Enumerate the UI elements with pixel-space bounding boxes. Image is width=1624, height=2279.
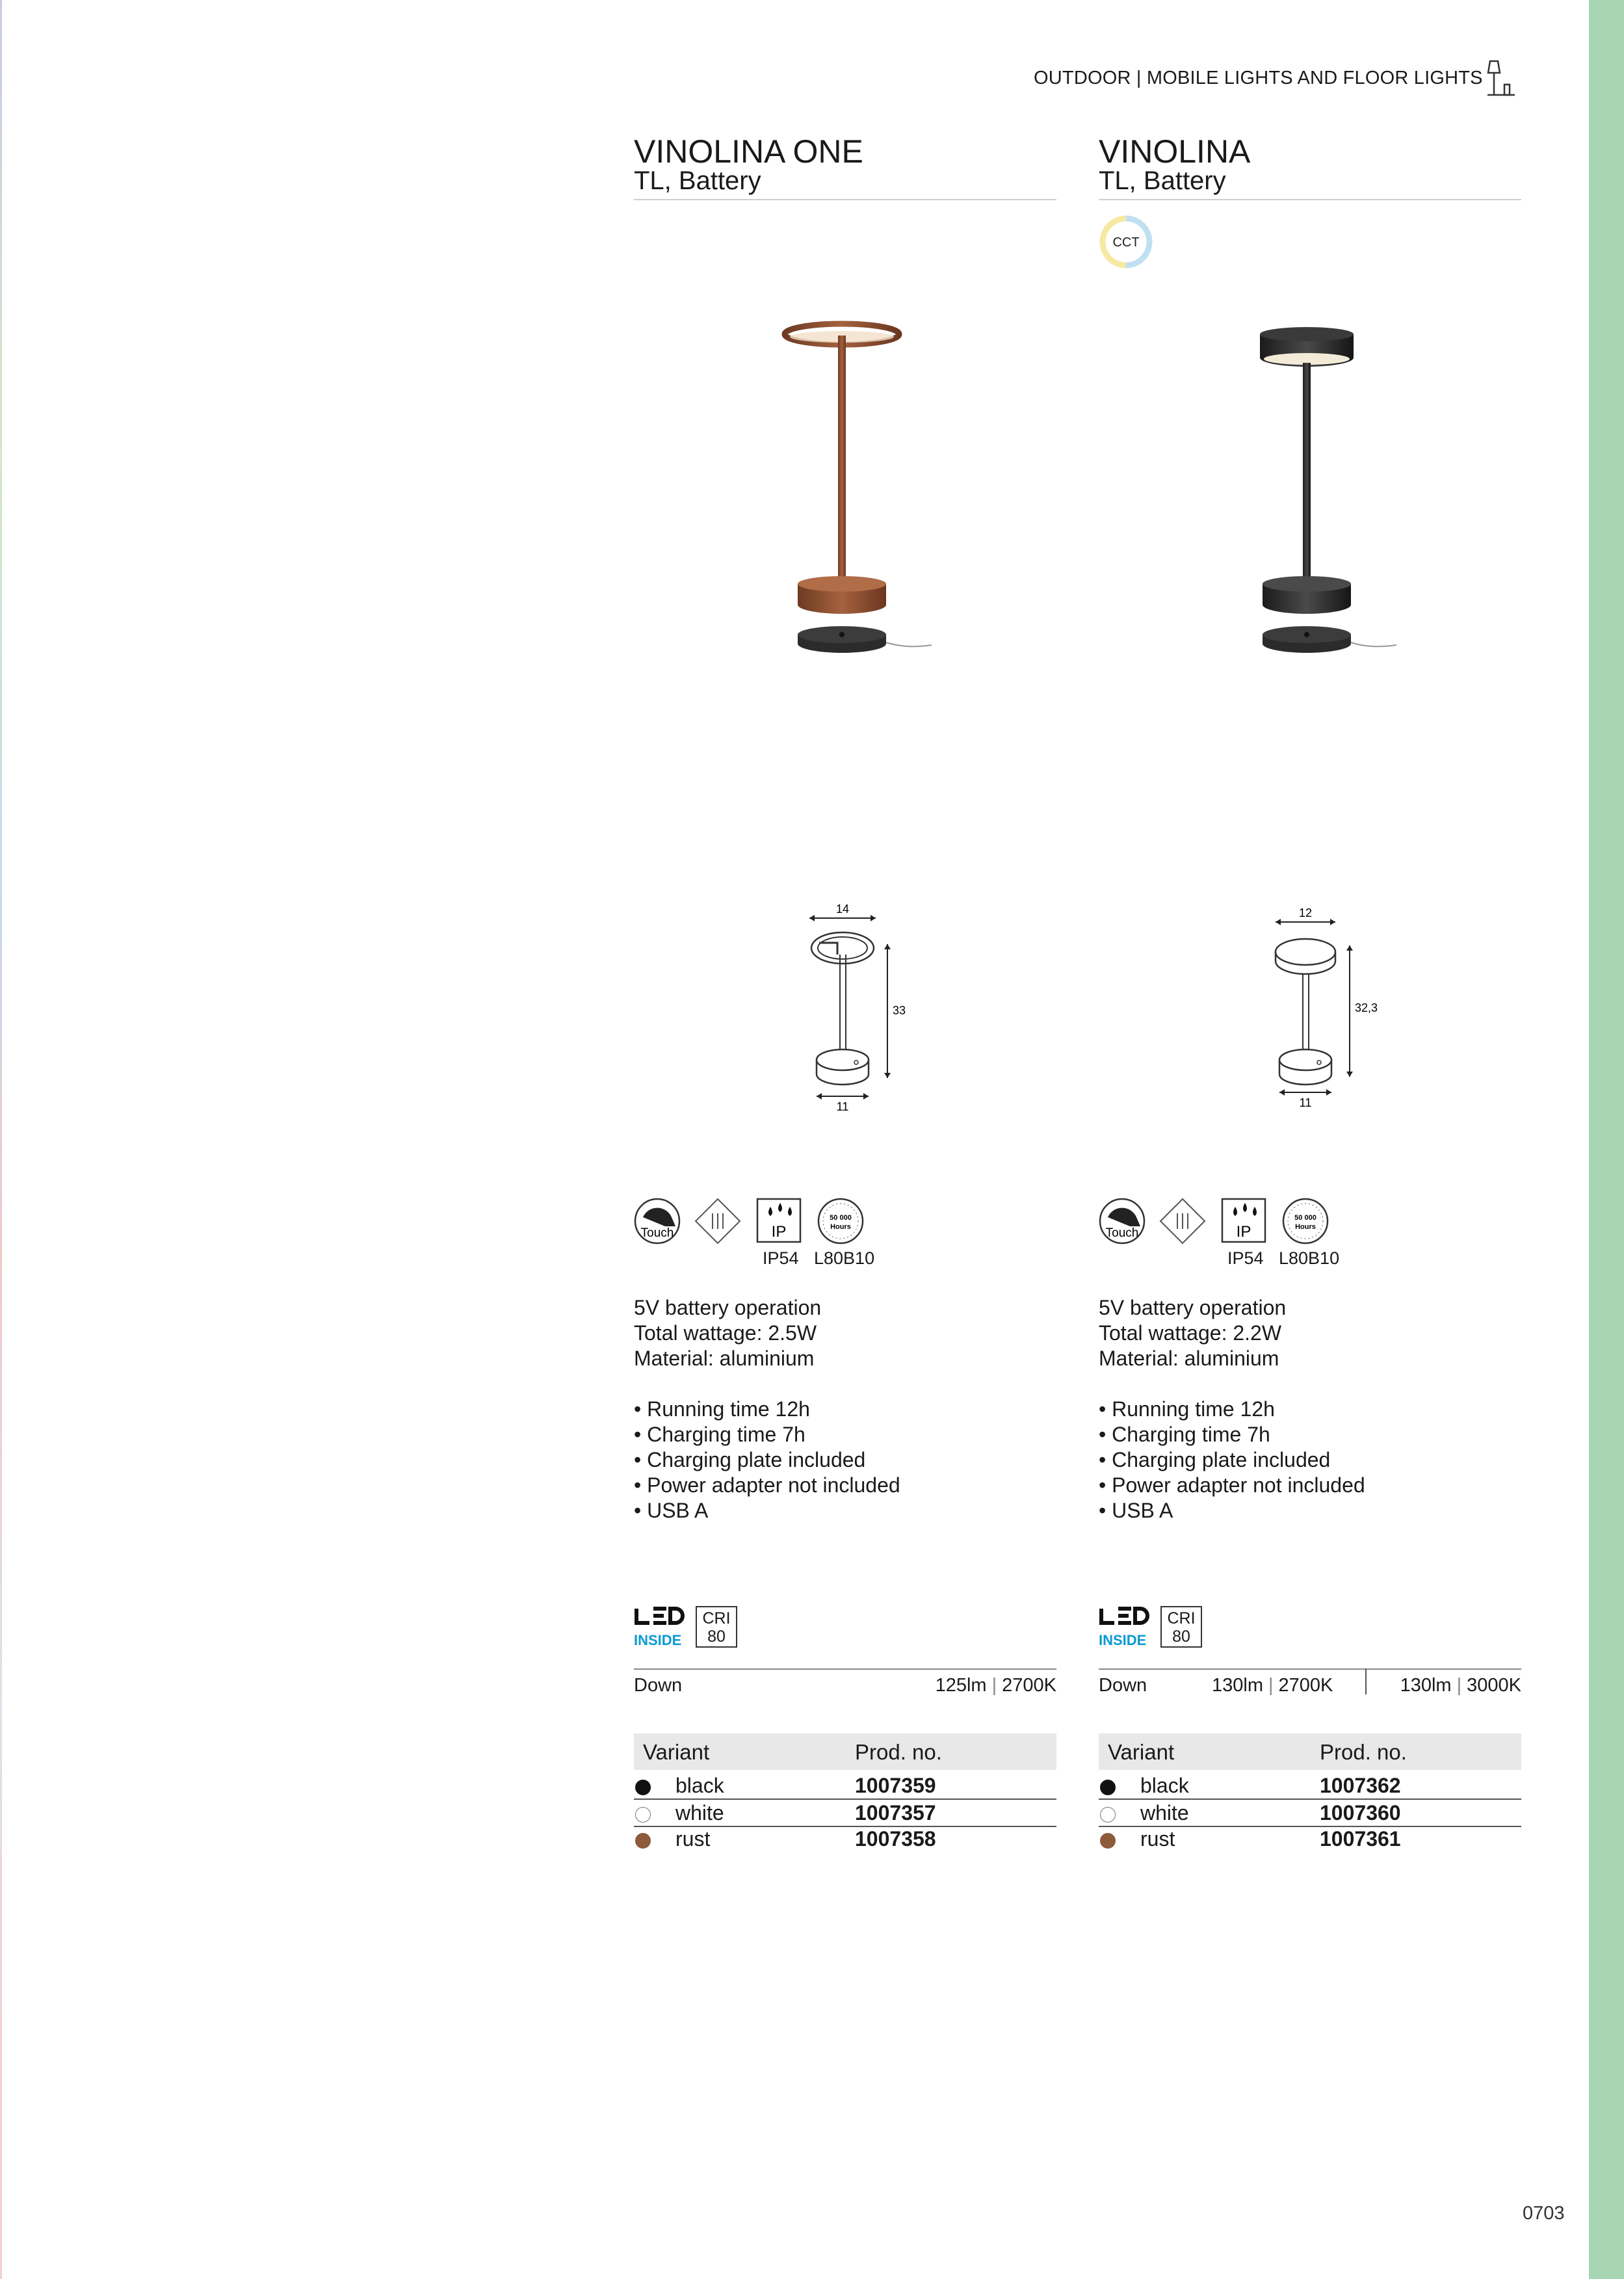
spec-line: Material: aluminium xyxy=(634,1347,815,1370)
cri-label: CRI xyxy=(1167,1609,1196,1627)
product-title: VINOLINA xyxy=(1099,133,1251,170)
color-temp: 2700K xyxy=(1278,1675,1333,1696)
header-variant: Variant xyxy=(643,1740,710,1764)
svg-text:INSIDE: INSIDE xyxy=(634,1632,682,1648)
product-number: 1007359 xyxy=(855,1774,936,1797)
product-image-vinolina xyxy=(1099,306,1521,683)
lumen-row xyxy=(1099,1675,1521,1701)
product-subtitle: TL, Battery xyxy=(1099,166,1226,195)
spec-line: 5V battery operation xyxy=(1099,1296,1287,1319)
class-iii-icon xyxy=(1160,1199,1205,1243)
lumen: 130lm xyxy=(1212,1675,1263,1696)
svg-text:Hours: Hours xyxy=(830,1223,851,1231)
touch-icon xyxy=(635,1199,679,1243)
product-number: 1007361 xyxy=(1320,1827,1401,1851)
title-divider xyxy=(634,199,1056,200)
svg-text:INSIDE: INSIDE xyxy=(1099,1632,1147,1648)
lumen: 125lm xyxy=(935,1675,987,1696)
lumen-divider xyxy=(1099,1668,1521,1670)
variant-name: black xyxy=(675,1774,724,1797)
feature-item: • USB A xyxy=(634,1498,900,1523)
table-row xyxy=(634,1826,1056,1852)
spec-line: Material: aluminium xyxy=(1099,1347,1279,1370)
svg-text:50 000: 50 000 xyxy=(1294,1214,1316,1222)
feature-item: • Power adapter not included xyxy=(634,1473,900,1498)
cri-value: 80 xyxy=(707,1627,726,1646)
product-title: VINOLINA ONE xyxy=(634,133,863,170)
led-inside-logo xyxy=(634,1606,686,1648)
svg-text:50 000: 50 000 xyxy=(830,1214,852,1222)
feature-list xyxy=(634,1397,900,1523)
header-prod-no: Prod. no. xyxy=(855,1740,942,1764)
feature-item: • Power adapter not included xyxy=(1099,1473,1365,1498)
dimension-drawing xyxy=(1099,897,1521,1125)
ip-icon xyxy=(757,1199,800,1242)
spec-line: Total wattage: 2.2W xyxy=(1099,1321,1282,1345)
feature-item: • Running time 12h xyxy=(1099,1397,1365,1422)
feature-list xyxy=(1099,1397,1365,1523)
variant-name: white xyxy=(675,1801,724,1825)
feature-item: • Running time 12h xyxy=(634,1397,900,1422)
color-temp: 2700K xyxy=(1002,1675,1056,1696)
lumen-value: 130lm | 2700K xyxy=(1212,1675,1333,1696)
page-number: 0703 xyxy=(1523,2203,1565,2224)
feature-item: • Charging plate included xyxy=(634,1447,900,1473)
dim-width: 12 xyxy=(1298,906,1313,919)
swatch-black xyxy=(635,1780,651,1795)
accent-band xyxy=(1589,0,1624,2279)
product-number: 1007362 xyxy=(1320,1774,1401,1797)
spec-list xyxy=(634,1295,821,1371)
svg-text:IP: IP xyxy=(1236,1223,1251,1241)
dimension-drawing xyxy=(634,897,1056,1125)
light-direction: Down xyxy=(1099,1675,1147,1696)
led-inside-logo xyxy=(1099,1606,1151,1648)
variant-table-header xyxy=(634,1733,1056,1770)
dim-height: 33 xyxy=(893,1004,906,1017)
swatch-rust xyxy=(1100,1833,1116,1849)
class-iii-icon xyxy=(696,1199,740,1243)
lifetime-icon xyxy=(819,1199,863,1243)
swatch-black xyxy=(1100,1780,1116,1795)
svg-text:Hours: Hours xyxy=(1295,1223,1316,1231)
feature-item: • Charging time 7h xyxy=(634,1422,900,1447)
dim-width: 14 xyxy=(835,902,850,916)
lamp-icon xyxy=(1482,59,1519,100)
ip-caption: IP54 xyxy=(1227,1248,1264,1268)
spec-line: Total wattage: 2.5W xyxy=(634,1321,817,1345)
lumen-value: 125lm | 2700K xyxy=(935,1675,1056,1696)
table-row xyxy=(1099,1800,1521,1827)
header-prod-no: Prod. no. xyxy=(1320,1740,1407,1764)
lifetime-icon xyxy=(1283,1199,1328,1243)
table-row xyxy=(634,1772,1056,1800)
swatch-rust xyxy=(635,1833,651,1849)
table-row xyxy=(634,1800,1056,1827)
color-temp: 3000K xyxy=(1467,1675,1521,1696)
product-number: 1007360 xyxy=(1320,1801,1401,1825)
lifetime-caption: L80B10 xyxy=(1279,1248,1340,1268)
cri-badge xyxy=(1160,1606,1202,1648)
swatch-white xyxy=(635,1807,651,1823)
touch-icon xyxy=(1100,1199,1144,1243)
lumen: 130lm xyxy=(1400,1675,1452,1696)
svg-text:Touch: Touch xyxy=(640,1226,674,1240)
lumen-row xyxy=(634,1675,1056,1701)
ip-icon xyxy=(1222,1199,1265,1242)
table-row xyxy=(1099,1826,1521,1852)
light-direction: Down xyxy=(634,1675,683,1696)
product-subtitle: TL, Battery xyxy=(634,166,761,195)
dim-height: 32,3 xyxy=(1355,1001,1378,1014)
variant-name: rust xyxy=(1140,1827,1175,1851)
dim-base: 11 xyxy=(1299,1096,1312,1109)
table-row xyxy=(1099,1772,1521,1800)
spec-line: 5V battery operation xyxy=(634,1296,822,1319)
variant-table-header xyxy=(1099,1733,1521,1770)
lifetime-caption: L80B10 xyxy=(814,1248,875,1268)
dim-base: 11 xyxy=(836,1100,849,1113)
svg-text:IP: IP xyxy=(771,1223,787,1241)
variant-name: black xyxy=(1140,1774,1189,1797)
feature-item: • Charging plate included xyxy=(1099,1447,1365,1473)
lumen-value: 130lm | 3000K xyxy=(1400,1675,1521,1696)
cri-value: 80 xyxy=(1172,1627,1190,1646)
cri-badge xyxy=(696,1606,737,1648)
ip-caption: IP54 xyxy=(763,1248,799,1268)
title-divider xyxy=(1099,199,1521,200)
variant-name: white xyxy=(1140,1801,1189,1825)
spec-list xyxy=(1099,1295,1286,1371)
product-number: 1007357 xyxy=(855,1801,936,1825)
header-variant: Variant xyxy=(1108,1740,1175,1764)
swatch-white xyxy=(1100,1807,1116,1823)
variant-name: rust xyxy=(675,1827,711,1851)
cct-icon xyxy=(1099,215,1153,269)
product-image-vinolina-one xyxy=(634,306,1056,683)
svg-text:CCT: CCT xyxy=(1112,235,1140,250)
feature-item: • Charging time 7h xyxy=(1099,1422,1365,1447)
feature-item: • USB A xyxy=(1099,1498,1365,1523)
cri-label: CRI xyxy=(702,1609,731,1627)
product-number: 1007358 xyxy=(855,1827,936,1851)
svg-text:Touch: Touch xyxy=(1105,1226,1139,1240)
lumen-divider xyxy=(634,1668,1056,1670)
left-edge-strip xyxy=(0,0,2,2279)
page-category: OUTDOOR | MOBILE LIGHTS AND FLOOR LIGHTS xyxy=(1034,68,1483,88)
